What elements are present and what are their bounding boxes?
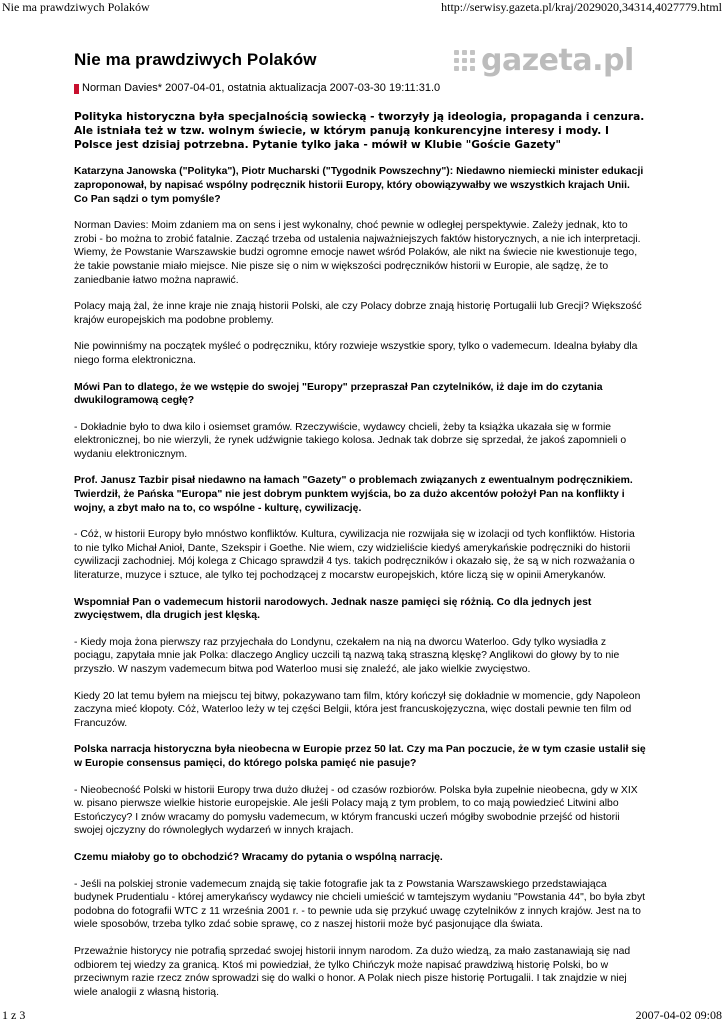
- answer-paragraph: Przeważnie historycy nie potrafią sprzedać swojej historii innym narodom. Za dużo wiedzą, za mało zastanawiają się nad odbiorem tej wiedzy za granicą. Ktoś mi powiedział, że tylko Chińczyk może napisać prawdziwą historię Polski, bo w przeciwnym razie rzecz znów sprowadzi się do walki o honor. A Polak niech pisze historię Portugalii. I tak znajdzie w niej wiele analogii z własną historią.: [74, 945, 631, 998]
- answer-paragraph: Polacy mają żal, że inne kraje nie znają historii Polski, ale czy Polacy dobrze znają historię Portugalii lub Grecji? Większość krajów europejskich ma podobne problemy.: [74, 301, 642, 326]
- interview-question: Polska narracja historyczna była nieobecna w Europie przez 50 lat. Czy ma Pan poczucie, że w tym czasie ustalił się w Europie consensus pamięci, do którego polska pamięć nie pasuje?: [74, 744, 646, 769]
- answer-paragraph: Norman Davies: Moim zdaniem ma on sens i jest wykonalny, choć pewnie w odległej perspektywie. Zależy jednak, kto to zrobi - bo można to zrobić fatalnie. Zacząć trzeba od ustalenia najważniejszych faktów historycznych, a nie ich interpretacji. Wiemy, że Powstanie Warszawskie budzi ogromne emocje nawet wśród Polaków, ale nikt na świecie nie kwestionuje tego, że takie powstanie miało miejsce. Nie pisze się o nim w większości podręczników historii w Europie, ale sądzę, że to zaniedbanie łatwo można naprawić.: [74, 220, 641, 286]
- interview-question: Czemu miałoby go to obchodzić? Wracamy do pytania o wspólną narrację.: [74, 851, 443, 863]
- answer-paragraph: - Dokładnie było to dwa kilo i osiemset gramów. Rzeczywiście, wydawcy chcieli, żeby ta książka ukazała się w formie elektronicznej, bo nie wierzyli, że rynek udźwignie takiego kolosa. Jednak tak dobrze się sprzedał, że jakoś zapomnieli o wydaniu elektronicznym.: [74, 421, 627, 460]
- gazeta-logo: [454, 42, 646, 78]
- print-datetime: 2007-04-02 09:08: [635, 1008, 722, 1022]
- print-header-title: Nie ma prawdziwych Polaków: [2, 0, 150, 14]
- answer-paragraph: - Nieobecność Polski w historii Europy trwa dużo dłużej - od czasów rozbiorów. Polska była zupełnie nieobecna, gdy w XIX w. pisano pierwsze wielkie historie europejskie. Ale jeśli Polacy mają z tym problem, to co mają powiedzieć Litwini albo Estończycy? I znów wracamy do pomysłu vademecum, w którym francuski uczeń mógłby swobodnie przejść od historii swojej ojczyzny do równoległych wydarzeń w innych krajach.: [74, 784, 638, 837]
- print-header-url[interactable]: http://serwisy.gazeta.pl/kraj/2029020,34314,4027779.html: [441, 0, 722, 14]
- page-title: Nie ma prawdziwych Polaków: [74, 50, 317, 69]
- interview-question: Mówi Pan to dlatego, że we wstępie do swojej "Europy" przepraszał Pan czytelników, iż daje im do czytania dwukilogramową cegłę?: [74, 381, 603, 407]
- article-header: [74, 40, 646, 82]
- red-marker-icon: [74, 84, 79, 94]
- logo-text: gazeta.pl: [481, 42, 634, 78]
- byline: Norman Davies* 2007-04-01, ostatnia aktualizacja 2007-03-30 19:11:31.0: [82, 82, 441, 94]
- article-body: [74, 165, 646, 999]
- article: [74, 40, 646, 999]
- interview-question: Prof. Janusz Tazbir pisał niedawno na łamach "Gazety" o problemach związanych z ewentualnym podręcznikiem. Twierdził, że Pańska "Europa" nie jest dobrym punktem wyjścia, bo za dużo akcentów położył Pan na konflikty i wojny, a zbyt mało na to, co wspólne - kulturę, cywilizację.: [74, 475, 633, 514]
- print-header: [2, 0, 722, 14]
- print-footer: [2, 1008, 722, 1022]
- article-lead: Polityka historyczna była specjalnością sowiecką - tworzyły ją ideologia, propaganda i cenzura. Ale istniała też w tzw. wolnym świecie, w którym panują konkurencyjne interesy i mody. I Polsce jest dzisiaj potrzebna. Pytanie tylko jaka - mówił w Klubie "Goście Gazety": [74, 111, 645, 151]
- page-number: 1 z 3: [2, 1008, 26, 1022]
- answer-paragraph: - Cóż, w historii Europy było mnóstwo konfliktów. Kultura, cywilizacja nie rozwijała się w izolacji od tych konfliktów. Historia to nie tylko Michał Anioł, Dante, Szekspir i Goethe. Nie wiem, czy widzieliście kiedyś amerykańskie podręczniki do historii cywilizacji zachodniej. Mój kolega z Chicago sprawdził 4 tys. takich podręczników i okazało się, że są w nich rozważania o literaturze, muzyce i sztuce, ale tylko tej pochodzącej z mocarstw europejskich, które liczą się w opinii Amerykanów.: [74, 529, 635, 582]
- answer-paragraph: - Jeśli na polskiej stronie vademecum znajdą się takie fotografie jak ta z Powstania Warszawskiego przedstawiająca budynek Prudentialu - której amerykańscy wydawcy nie chcieli umieścić w tamtejszym wydaniu "Powstania 44", bo była zbyt podobna do fotografii WTC z 11 września 2001 r. - to pewnie uda się przykuć uwagę czytelników z innych krajów. Jest na to wiele sposobów, trzeba tylko zdać sobie sprawę, co z naszej historii może być pasjonujące dla świata.: [74, 878, 646, 931]
- answer-paragraph: Kiedy 20 lat temu byłem na miejscu tej bitwy, pokazywano tam film, który kończył się dokładnie w momencie, gdy Napoleon zaczyna mieć kłopoty. Cóż, Waterloo leży w tej części Belgii, która jest francuskojęzyczna, więc dostali pewnie ten film od Francuzów.: [74, 690, 641, 729]
- answer-paragraph: Nie powinniśmy na początek myśleć o podręczniku, który rozwieje wszystkie spory, tylko o vademecum. Idealna byłaby dla niego forma elektroniczna.: [74, 341, 638, 366]
- interview-question: Katarzyna Janowska ("Polityka"), Piotr Mucharski ("Tygodnik Powszechny"): Niedawno niemiecki minister edukacji zaproponował, by napisać wspólny podręcznik historii Europy, który obowiązywałby we wszystkich krajach Unii. Co Pan sądzi o tym pomyśle?: [74, 166, 644, 205]
- article-meta: [74, 82, 646, 95]
- logo-dots-icon: [454, 50, 475, 71]
- interview-question: Wspomniał Pan o vademecum historii narodowych. Jednak nasze pamięci się różnią. Co dla jednych jest zwycięstwem, dla drugich jest klęską.: [74, 596, 592, 622]
- answer-paragraph: - Kiedy moja żona pierwszy raz przyjechała do Londynu, czekałem na nią na dworcu Waterloo. Gdy tylko wysiadła z pociągu, zapytała mnie jak Polka: dlaczego Anglicy uczcili tą nazwą taką straszną klęskę? Anglikowi do głowy by to nie przyszło. W naszym vademecum bitwa pod Waterloo musi się znaleźć, ale jako wielkie zwycięstwo.: [74, 636, 620, 676]
